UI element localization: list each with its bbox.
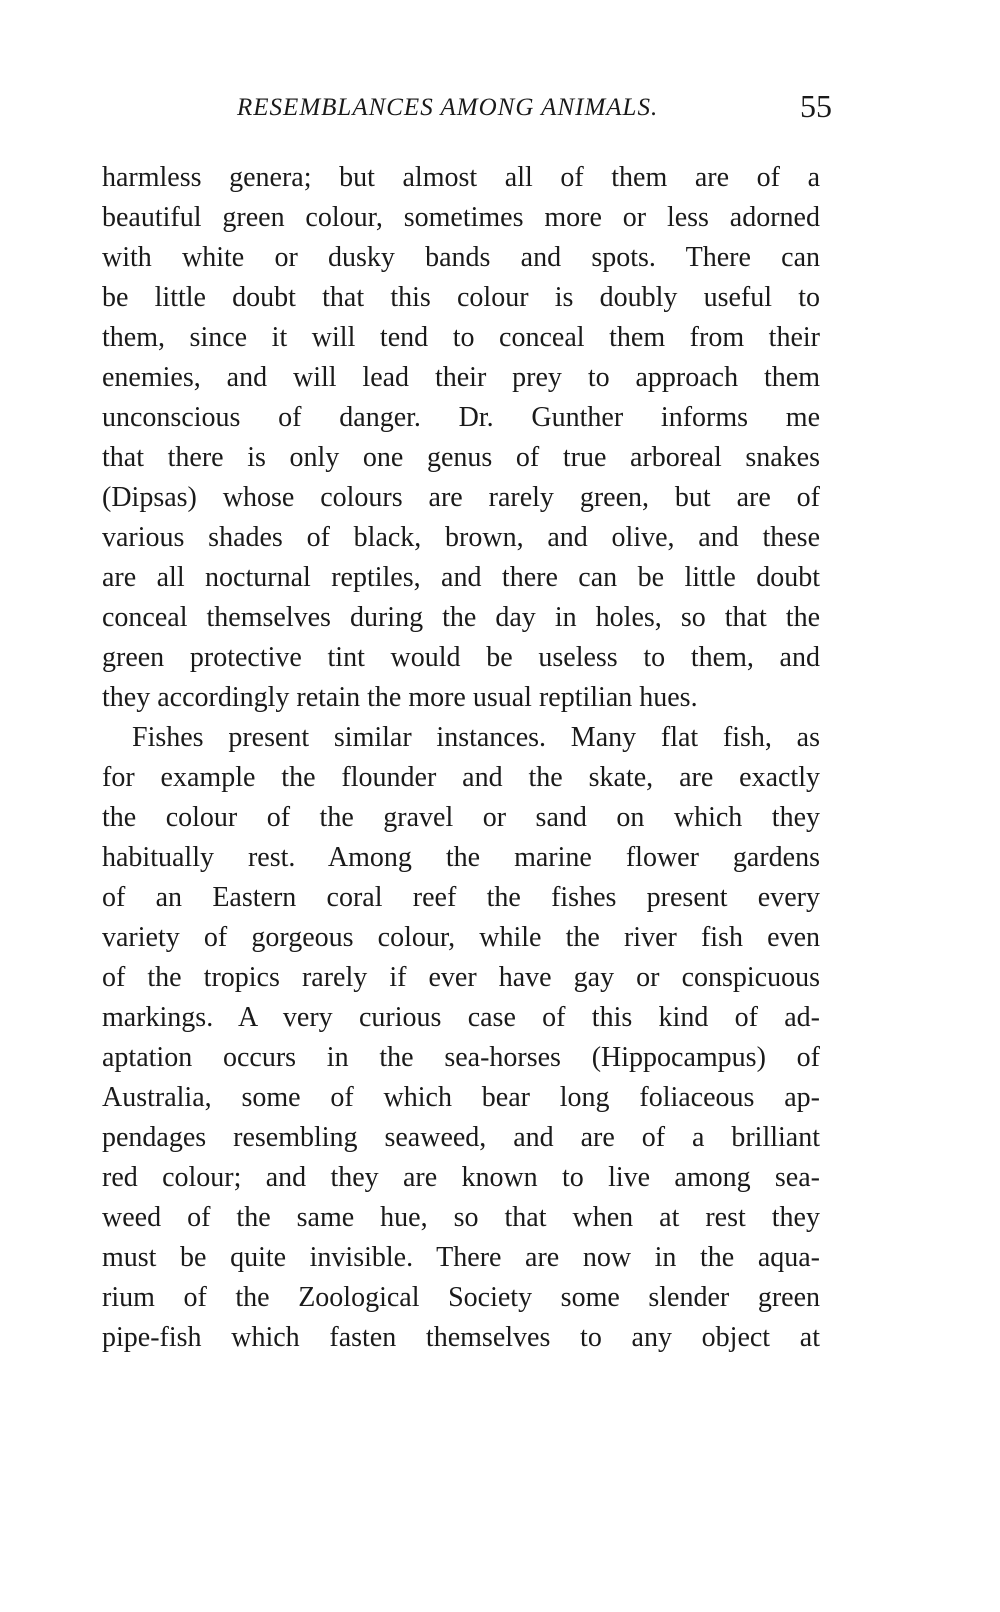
- text-line: weed of the same hue, so that when at rest they: [102, 1202, 820, 1233]
- text-line: are all nocturnal reptiles, and there can be little doubt: [102, 562, 820, 593]
- text-line: pendages resembling seaweed, and are of a brilliant: [102, 1122, 820, 1153]
- text-line: red colour; and they are known to live among sea-: [102, 1162, 820, 1193]
- text-line: pipe-fish which fasten themselves to any object at: [102, 1322, 820, 1353]
- text-line: must be quite invisible. There are now in the aqua-: [102, 1242, 820, 1273]
- text-line: them, since it will tend to conceal them from their: [102, 322, 820, 353]
- text-line: of the tropics rarely if ever have gay or conspicuous: [102, 962, 820, 993]
- text-line: be little doubt that this colour is doubly useful to: [102, 282, 820, 313]
- text-line: markings. A very curious case of this kind of ad-: [102, 1002, 820, 1033]
- text-line: unconscious of danger. Dr. Gunther informs me: [102, 402, 820, 433]
- text-line: green protective tint would be useless to them, and: [102, 642, 820, 673]
- text-line: enemies, and will lead their prey to approach them: [102, 362, 820, 393]
- text-line: Australia, some of which bear long foliaceous ap-: [102, 1082, 820, 1113]
- text-line: they accordingly retain the more usual reptilian hues.: [102, 682, 698, 713]
- text-line: conceal themselves during the day in holes, so that the: [102, 602, 820, 633]
- text-line: aptation occurs in the sea-horses (Hippocampus) of: [102, 1042, 820, 1073]
- text-line: habitually rest. Among the marine flower gardens: [102, 842, 820, 873]
- body-text: [102, 158, 820, 1358]
- running-title: RESEMBLANCES AMONG ANIMALS.: [237, 94, 659, 121]
- page-number: 55: [800, 88, 832, 124]
- text-line: variety of gorgeous colour, while the river fish even: [102, 922, 820, 953]
- text-line: rium of the Zoological Society some slender green: [102, 1282, 820, 1313]
- text-line: various shades of black, brown, and olive, and these: [102, 522, 820, 553]
- text-line: for example the flounder and the skate, are exactly: [102, 762, 820, 793]
- text-line: with white or dusky bands and spots. There can: [102, 242, 820, 273]
- text-line: beautiful green colour, sometimes more or less adorned: [102, 202, 820, 233]
- text-line: (Dipsas) whose colours are rarely green, but are of: [102, 482, 820, 513]
- text-line: of an Eastern coral reef the fishes present every: [102, 882, 820, 913]
- text-line: the colour of the gravel or sand on which they: [102, 802, 820, 833]
- running-head: [102, 88, 832, 132]
- text-line: harmless genera; but almost all of them are of a: [102, 162, 820, 193]
- text-line: that there is only one genus of true arboreal snakes: [102, 442, 820, 473]
- text-line: Fishes present similar instances. Many flat fish, as: [132, 722, 820, 753]
